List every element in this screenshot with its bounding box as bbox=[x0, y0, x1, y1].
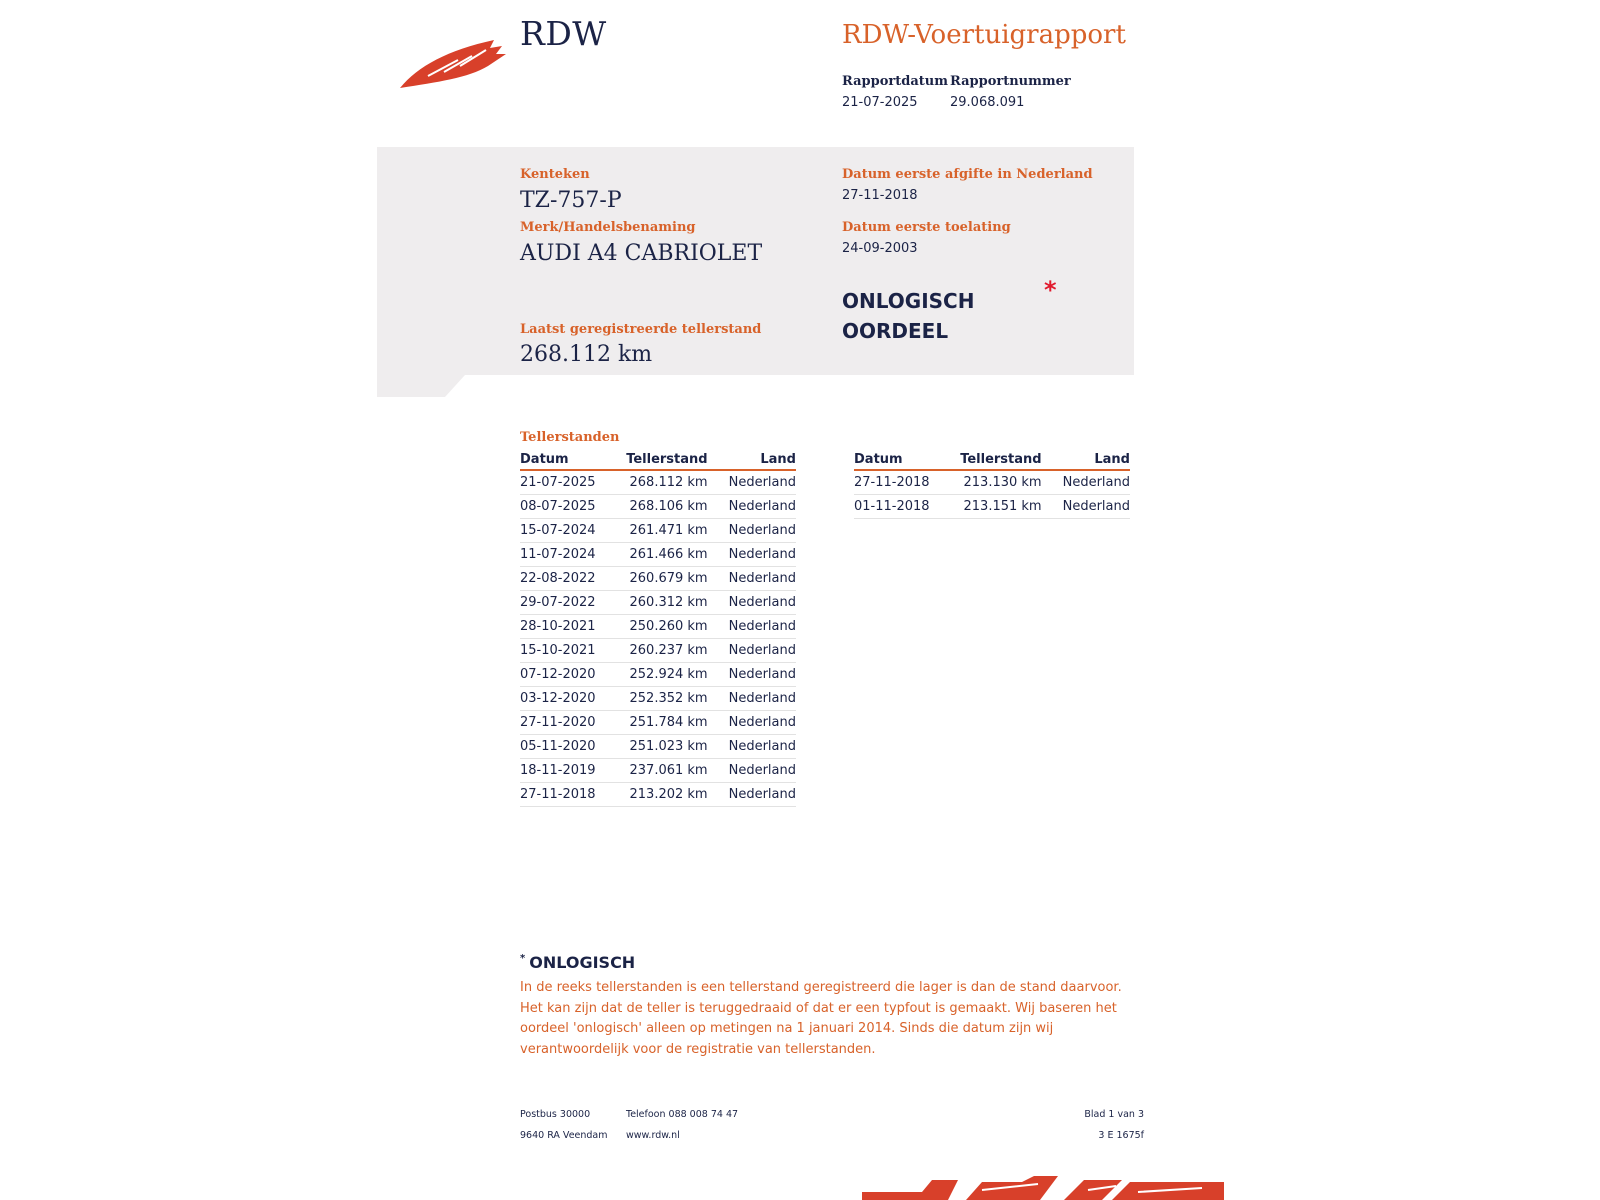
cell-country: Nederland bbox=[708, 639, 796, 663]
footer-document-code: 3 E 1675f bbox=[1098, 1130, 1144, 1141]
column-header-reading: Tellerstand bbox=[612, 450, 708, 470]
cell-country: Nederland bbox=[708, 663, 796, 687]
verdict-line-2: OORDEEL bbox=[842, 319, 949, 343]
note-title bbox=[520, 953, 635, 972]
table-row bbox=[520, 759, 796, 783]
plate-value: TZ-757-P bbox=[520, 188, 622, 213]
table-row bbox=[520, 783, 796, 807]
footer-website-link[interactable]: www.rdw.nl bbox=[626, 1130, 680, 1141]
cell-date: 22-08-2022 bbox=[520, 567, 612, 591]
verdict-badge bbox=[842, 286, 1022, 346]
column-header-date: Datum bbox=[520, 450, 612, 470]
cell-country: Nederland bbox=[708, 543, 796, 567]
cell-country: Nederland bbox=[1042, 470, 1130, 495]
make-label: Merk/Handelsbenaming bbox=[520, 220, 696, 235]
vehicle-summary-panel bbox=[377, 147, 1134, 397]
table-row bbox=[520, 615, 796, 639]
report-date-value: 21-07-2025 bbox=[842, 95, 918, 110]
cell-reading: 261.466 km bbox=[612, 543, 708, 567]
footer-decoration-graphic bbox=[862, 1176, 1224, 1200]
cell-country: Nederland bbox=[708, 735, 796, 759]
cell-country: Nederland bbox=[708, 591, 796, 615]
table-row bbox=[854, 495, 1130, 519]
first-registration-nl-value: 27-11-2018 bbox=[842, 188, 918, 203]
footer-address-line-1: Postbus 30000 bbox=[520, 1109, 591, 1120]
table-header-row bbox=[854, 450, 1130, 470]
cell-reading: 213.151 km bbox=[946, 495, 1042, 519]
cell-reading: 268.106 km bbox=[612, 495, 708, 519]
cell-country: Nederland bbox=[708, 711, 796, 735]
table-row bbox=[520, 663, 796, 687]
first-admission-label: Datum eerste toelating bbox=[842, 220, 1011, 235]
cell-reading: 251.784 km bbox=[612, 711, 708, 735]
first-registration-nl-label: Datum eerste afgifte in Nederland bbox=[842, 167, 1093, 182]
cell-country: Nederland bbox=[708, 519, 796, 543]
table-row bbox=[520, 711, 796, 735]
cell-date: 08-07-2025 bbox=[520, 495, 612, 519]
cell-country: Nederland bbox=[708, 567, 796, 591]
report-number-value: 29.068.091 bbox=[950, 95, 1025, 110]
table-row bbox=[520, 495, 796, 519]
footer-phone: Telefoon 088 008 74 47 bbox=[626, 1109, 739, 1120]
cell-date: 27-11-2018 bbox=[520, 783, 612, 807]
cell-country: Nederland bbox=[708, 615, 796, 639]
cell-date: 27-11-2020 bbox=[520, 711, 612, 735]
cell-reading: 213.130 km bbox=[946, 470, 1042, 495]
readings-title: Tellerstanden bbox=[520, 430, 620, 445]
odometer-label: Laatst geregistreerde tellerstand bbox=[520, 322, 762, 337]
cell-country: Nederland bbox=[708, 783, 796, 807]
cell-reading: 260.312 km bbox=[612, 591, 708, 615]
note-asterisk-icon: * bbox=[520, 953, 526, 964]
first-admission-value: 24-09-2003 bbox=[842, 241, 918, 256]
cell-date: 11-07-2024 bbox=[520, 543, 612, 567]
table-row bbox=[520, 519, 796, 543]
cell-reading: 261.471 km bbox=[612, 519, 708, 543]
brand-name: RDW bbox=[520, 14, 607, 53]
table-row bbox=[520, 543, 796, 567]
cell-reading: 252.924 km bbox=[612, 663, 708, 687]
column-header-reading: Tellerstand bbox=[946, 450, 1042, 470]
note-text: In de reeks tellerstanden is een tellerstand geregistreerd die lager is dan de stand daarvoor. Het kan zijn dat de teller is teruggedraaid of dat er een typfout is gemaakt. Wij baseren het oordeel 'onlogisch' alleen op metingen na 1 januari 2014. Sinds die datum zijn wij verantwoordelijk voor de registratie van tellerstanden. bbox=[520, 980, 1122, 1057]
table-row bbox=[520, 470, 796, 495]
report-date-label: Rapportdatum bbox=[842, 74, 948, 89]
readings-table-left-body bbox=[520, 470, 796, 807]
table-header-row bbox=[520, 450, 796, 470]
footer-page-number: Blad 1 van 3 bbox=[1084, 1109, 1144, 1120]
readings-table-left bbox=[520, 450, 796, 807]
cell-country: Nederland bbox=[708, 759, 796, 783]
cell-reading: 250.260 km bbox=[612, 615, 708, 639]
cell-reading: 252.352 km bbox=[612, 687, 708, 711]
cell-date: 27-11-2018 bbox=[854, 470, 946, 495]
cell-reading: 260.679 km bbox=[612, 567, 708, 591]
table-row bbox=[520, 639, 796, 663]
cell-country: Nederland bbox=[1042, 495, 1130, 519]
table-row bbox=[854, 470, 1130, 495]
cell-date: 01-11-2018 bbox=[854, 495, 946, 519]
cell-date: 03-12-2020 bbox=[520, 687, 612, 711]
column-header-date: Datum bbox=[854, 450, 946, 470]
plate-label: Kenteken bbox=[520, 167, 590, 182]
note-title-text: ONLOGISCH bbox=[529, 953, 636, 972]
cell-date: 07-12-2020 bbox=[520, 663, 612, 687]
cell-date: 15-07-2024 bbox=[520, 519, 612, 543]
report-title: RDW-Voertuigrapport bbox=[842, 20, 1126, 50]
column-header-country: Land bbox=[708, 450, 796, 470]
rdw-logo-mark bbox=[398, 36, 508, 92]
table-row bbox=[520, 687, 796, 711]
table-row bbox=[520, 567, 796, 591]
verdict-asterisk-icon: * bbox=[1044, 276, 1057, 304]
report-number-label: Rapportnummer bbox=[950, 74, 1071, 89]
cell-reading: 213.202 km bbox=[612, 783, 708, 807]
odometer-value: 268.112 km bbox=[520, 342, 653, 367]
cell-date: 05-11-2020 bbox=[520, 735, 612, 759]
table-row bbox=[520, 735, 796, 759]
cell-date: 18-11-2019 bbox=[520, 759, 612, 783]
cell-country: Nederland bbox=[708, 687, 796, 711]
cell-date: 28-10-2021 bbox=[520, 615, 612, 639]
make-value: AUDI A4 CABRIOLET bbox=[520, 241, 763, 266]
cell-country: Nederland bbox=[708, 495, 796, 519]
cell-date: 21-07-2025 bbox=[520, 470, 612, 495]
table-row bbox=[520, 591, 796, 615]
cell-date: 15-10-2021 bbox=[520, 639, 612, 663]
cell-reading: 251.023 km bbox=[612, 735, 708, 759]
cell-reading: 237.061 km bbox=[612, 759, 708, 783]
readings-table-right-body bbox=[854, 470, 1130, 519]
cell-country: Nederland bbox=[708, 470, 796, 495]
footer-address-line-2: 9640 RA Veendam bbox=[520, 1130, 608, 1141]
column-header-country: Land bbox=[1042, 450, 1130, 470]
cell-date: 29-07-2022 bbox=[520, 591, 612, 615]
cell-reading: 260.237 km bbox=[612, 639, 708, 663]
verdict-line-1: ONLOGISCH bbox=[842, 289, 975, 313]
cell-reading: 268.112 km bbox=[612, 470, 708, 495]
readings-table-right bbox=[854, 450, 1130, 519]
